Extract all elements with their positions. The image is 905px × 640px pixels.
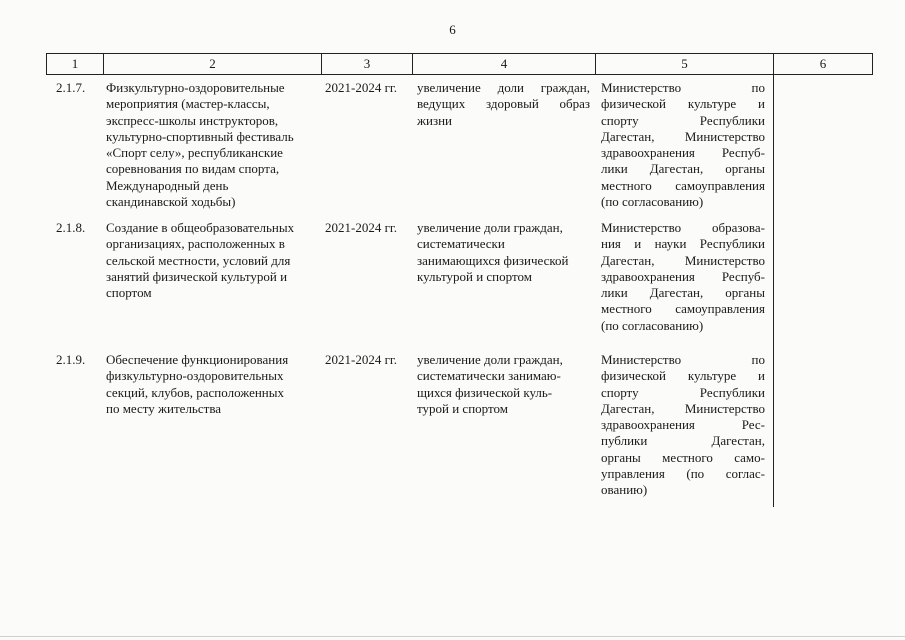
cell-line: сельской местности, условий для bbox=[106, 252, 291, 268]
cell-note bbox=[774, 347, 873, 507]
cell-line: Министерство по bbox=[601, 80, 765, 95]
table-header bbox=[46, 54, 873, 75]
cell-executors bbox=[596, 75, 774, 215]
cell-line: Создание в общеобразовательных bbox=[106, 220, 295, 235]
cell-line: лики Дагестан, органы bbox=[601, 285, 765, 301]
cell-line: спорту Республики bbox=[601, 112, 765, 128]
cell-line: турой и спортом bbox=[417, 400, 508, 416]
cell-note bbox=[774, 215, 873, 347]
cell-line: культурно-спортивный фестиваль bbox=[106, 128, 294, 144]
cell-event bbox=[104, 75, 322, 215]
cell-line: организациях, расположенных в bbox=[106, 236, 285, 252]
cell-line: мероприятия (мастер-классы, bbox=[106, 96, 270, 112]
cell-line: занимающихся физической bbox=[417, 252, 569, 268]
cell-line: органы местного само- bbox=[601, 449, 765, 465]
cell-line: жизни bbox=[417, 112, 452, 128]
table-row bbox=[46, 215, 873, 347]
column-header-4: 4 bbox=[413, 54, 596, 74]
cell-number: 2.1.9. bbox=[56, 352, 86, 367]
measures-table bbox=[46, 53, 873, 507]
cell-line: Международный день bbox=[106, 177, 229, 193]
cell-note bbox=[774, 75, 873, 215]
cell-period: 2021-2024 гг. bbox=[325, 220, 398, 235]
cell-line: систематически bbox=[417, 236, 505, 252]
cell-line: Дагестан, Министерство bbox=[601, 400, 765, 416]
cell-line: (по согласованию) bbox=[601, 194, 704, 210]
table-body bbox=[46, 75, 873, 507]
cell-line: Министерство образова- bbox=[601, 220, 765, 235]
cell-line: Дагестан, Министерство bbox=[601, 128, 765, 144]
scan-edge bbox=[0, 636, 905, 637]
cell-line: Физкультурно-оздоровительные bbox=[106, 80, 285, 95]
cell-line: физической культуре и bbox=[601, 96, 765, 112]
cell-line: спорту Республики bbox=[601, 384, 765, 400]
cell-line: здравоохранения Рес- bbox=[601, 417, 765, 433]
cell-event bbox=[104, 347, 322, 507]
cell-line: физической культуре и bbox=[601, 368, 765, 384]
cell-line: увеличение доли граждан, bbox=[417, 352, 563, 367]
column-header-5: 5 bbox=[596, 54, 774, 74]
cell-line: Дагестан, Министерство bbox=[601, 252, 765, 268]
cell-period: 2021-2024 гг. bbox=[325, 80, 398, 95]
column-header-2: 2 bbox=[104, 54, 322, 74]
cell-line: экспресс-школы инструкторов, bbox=[106, 112, 279, 128]
cell-line: местного самоуправления bbox=[601, 177, 765, 193]
column-header-1: 1 bbox=[46, 54, 104, 74]
cell-result bbox=[413, 75, 596, 215]
cell-line: увеличение доли граждан, bbox=[417, 220, 563, 235]
cell-result bbox=[413, 347, 596, 507]
cell-line: секций, клубов, расположенных bbox=[106, 384, 284, 400]
cell-line: культурой и спортом bbox=[417, 268, 532, 284]
cell-executors bbox=[596, 347, 774, 507]
cell-line: по месту жительства bbox=[106, 400, 222, 416]
cell-line: ния и науки Республики bbox=[601, 236, 765, 252]
cell-line: управления (по соглас- bbox=[601, 466, 765, 482]
cell-event bbox=[104, 215, 322, 347]
cell-number: 2.1.8. bbox=[56, 220, 86, 235]
cell-line: щихся физической куль- bbox=[417, 384, 553, 400]
cell-line: лики Дагестан, органы bbox=[601, 161, 765, 177]
cell-line: (по согласованию) bbox=[601, 317, 704, 333]
cell-line: скандинавской ходьбы) bbox=[106, 194, 236, 210]
page-number: 6 bbox=[449, 22, 456, 37]
cell-line: «Спорт селу», республиканские bbox=[106, 145, 283, 161]
cell-line: публики Дагестан, bbox=[601, 433, 765, 449]
cell-number: 2.1.7. bbox=[56, 80, 86, 95]
cell-line: здравоохранения Респуб- bbox=[601, 268, 765, 284]
cell-executors bbox=[596, 215, 774, 347]
cell-line: ованию) bbox=[601, 482, 648, 498]
cell-line: здравоохранения Респуб- bbox=[601, 145, 765, 161]
cell-line: ведущих здоровый образ bbox=[417, 96, 590, 112]
cell-line: соревнования по видам спорта, bbox=[106, 161, 280, 177]
cell-line: физкультурно-оздоровительных bbox=[106, 368, 284, 384]
cell-line: Обеспечение функционирования bbox=[106, 352, 289, 367]
cell-period: 2021-2024 гг. bbox=[325, 352, 398, 367]
cell-line: спортом bbox=[106, 285, 152, 301]
table-row bbox=[46, 75, 873, 215]
cell-result bbox=[413, 215, 596, 347]
column-header-3: 3 bbox=[322, 54, 413, 74]
table-row bbox=[46, 347, 873, 507]
cell-line: местного самоуправления bbox=[601, 301, 765, 317]
cell-line: занятий физической культурой и bbox=[106, 268, 288, 284]
cell-line: Министерство по bbox=[601, 352, 765, 367]
cell-line: увеличение доли граждан, bbox=[417, 80, 590, 95]
column-header-6: 6 bbox=[774, 54, 873, 74]
cell-line: систематически занимаю- bbox=[417, 368, 561, 384]
